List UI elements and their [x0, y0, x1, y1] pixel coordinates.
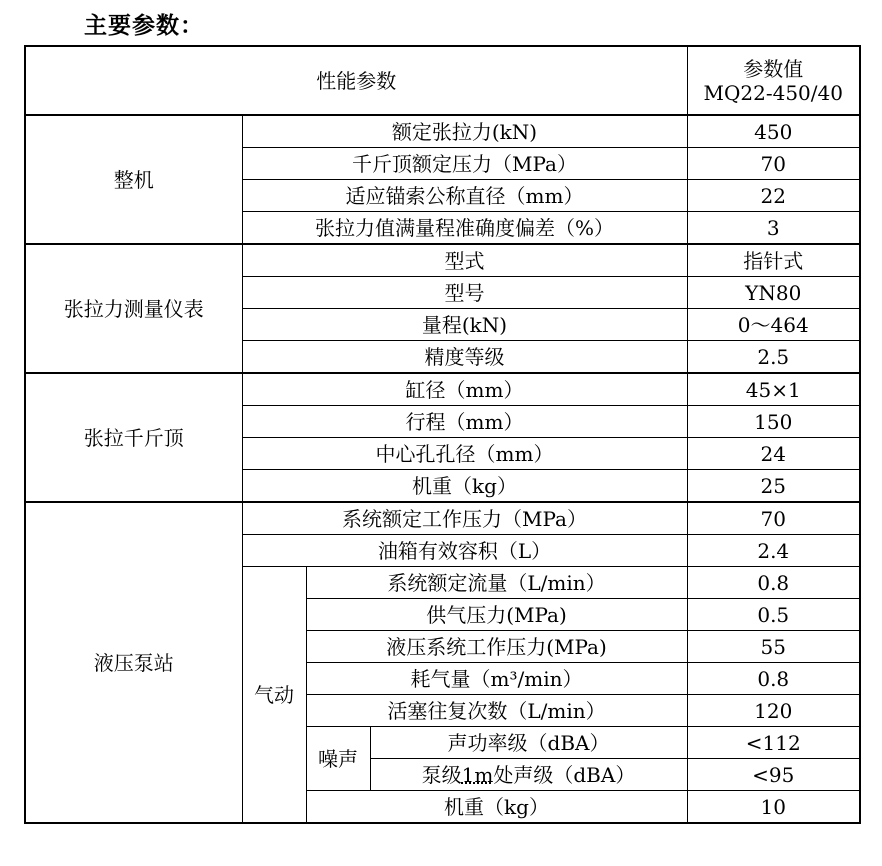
param-label: 缸径（mm）: [242, 373, 687, 406]
param-value: 2.4: [687, 535, 860, 567]
label-part: 泵级: [421, 762, 462, 787]
category-pump: 液压泵站: [25, 502, 242, 823]
subcategory-noise: 噪声: [306, 727, 370, 791]
category-meter: 张拉力测量仪表: [25, 244, 242, 373]
param-value: 3: [687, 212, 860, 245]
parameters-table: [24, 45, 861, 824]
section-heading: 主要参数：: [84, 13, 204, 39]
param-value: 0.5: [687, 599, 860, 631]
param-label: 液压系统工作压力(MPa): [306, 631, 687, 663]
header-value-title: 参数值: [743, 56, 804, 81]
param-value: 10: [687, 791, 860, 824]
param-value: 45×1: [687, 373, 860, 406]
param-label: 机重（kg）: [306, 791, 687, 824]
header-model: MQ22-450/40: [703, 80, 843, 105]
subcategory-pneumatic: 气动: [242, 567, 306, 824]
param-value: 55: [687, 631, 860, 663]
category-whole: 整机: [25, 115, 242, 244]
label-part: 处声级（dBA）: [493, 762, 636, 787]
param-label: 系统额定工作压力（MPa）: [242, 502, 687, 535]
param-value: 450: [687, 115, 860, 148]
category-jack: 张拉千斤顶: [25, 373, 242, 502]
table-row: [25, 244, 860, 277]
header-value: [687, 46, 860, 115]
param-label: 型号: [242, 277, 687, 309]
param-value: 指针式: [687, 244, 860, 277]
param-value: 0～464: [687, 309, 860, 341]
param-value: 25: [687, 470, 860, 503]
param-value: YN80: [687, 277, 860, 309]
param-label: 中心孔孔径（mm）: [242, 438, 687, 470]
table-row: [25, 115, 860, 148]
param-value: 70: [687, 502, 860, 535]
table-row: [25, 502, 860, 535]
param-value: 24: [687, 438, 860, 470]
param-value: <112: [687, 727, 860, 759]
param-value: 150: [687, 406, 860, 438]
param-label: 型式: [242, 244, 687, 277]
header-performance: 性能参数: [25, 46, 687, 115]
param-label: 行程（mm）: [242, 406, 687, 438]
param-value: 0.8: [687, 567, 860, 599]
param-label: 耗气量（m³/min）: [306, 663, 687, 695]
param-label: 活塞往复次数（L/min）: [306, 695, 687, 727]
param-label: 适应锚索公称直径（mm）: [242, 180, 687, 212]
param-value: 2.5: [687, 341, 860, 374]
param-label: 量程(kN): [242, 309, 687, 341]
table-header-row: [25, 46, 860, 115]
param-label: 机重（kg）: [242, 470, 687, 503]
param-value: 22: [687, 180, 860, 212]
table-row: [25, 373, 860, 406]
label-distance: 1m: [461, 762, 494, 787]
param-label: 油箱有效容积（L）: [242, 535, 687, 567]
param-label: 供气压力(MPa): [306, 599, 687, 631]
param-value: 70: [687, 148, 860, 180]
param-value: <95: [687, 759, 860, 791]
param-label: 额定张拉力(kN): [242, 115, 687, 148]
param-label: 张拉力值满量程准确度偏差（%）: [242, 212, 687, 245]
param-value: 0.8: [687, 663, 860, 695]
param-label: 精度等级: [242, 341, 687, 374]
param-value: 120: [687, 695, 860, 727]
param-label: 系统额定流量（L/min）: [306, 567, 687, 599]
param-label: 千斤顶额定压力（MPa）: [242, 148, 687, 180]
param-label: [370, 759, 687, 791]
param-label: 声功率级（dBA）: [370, 727, 687, 759]
